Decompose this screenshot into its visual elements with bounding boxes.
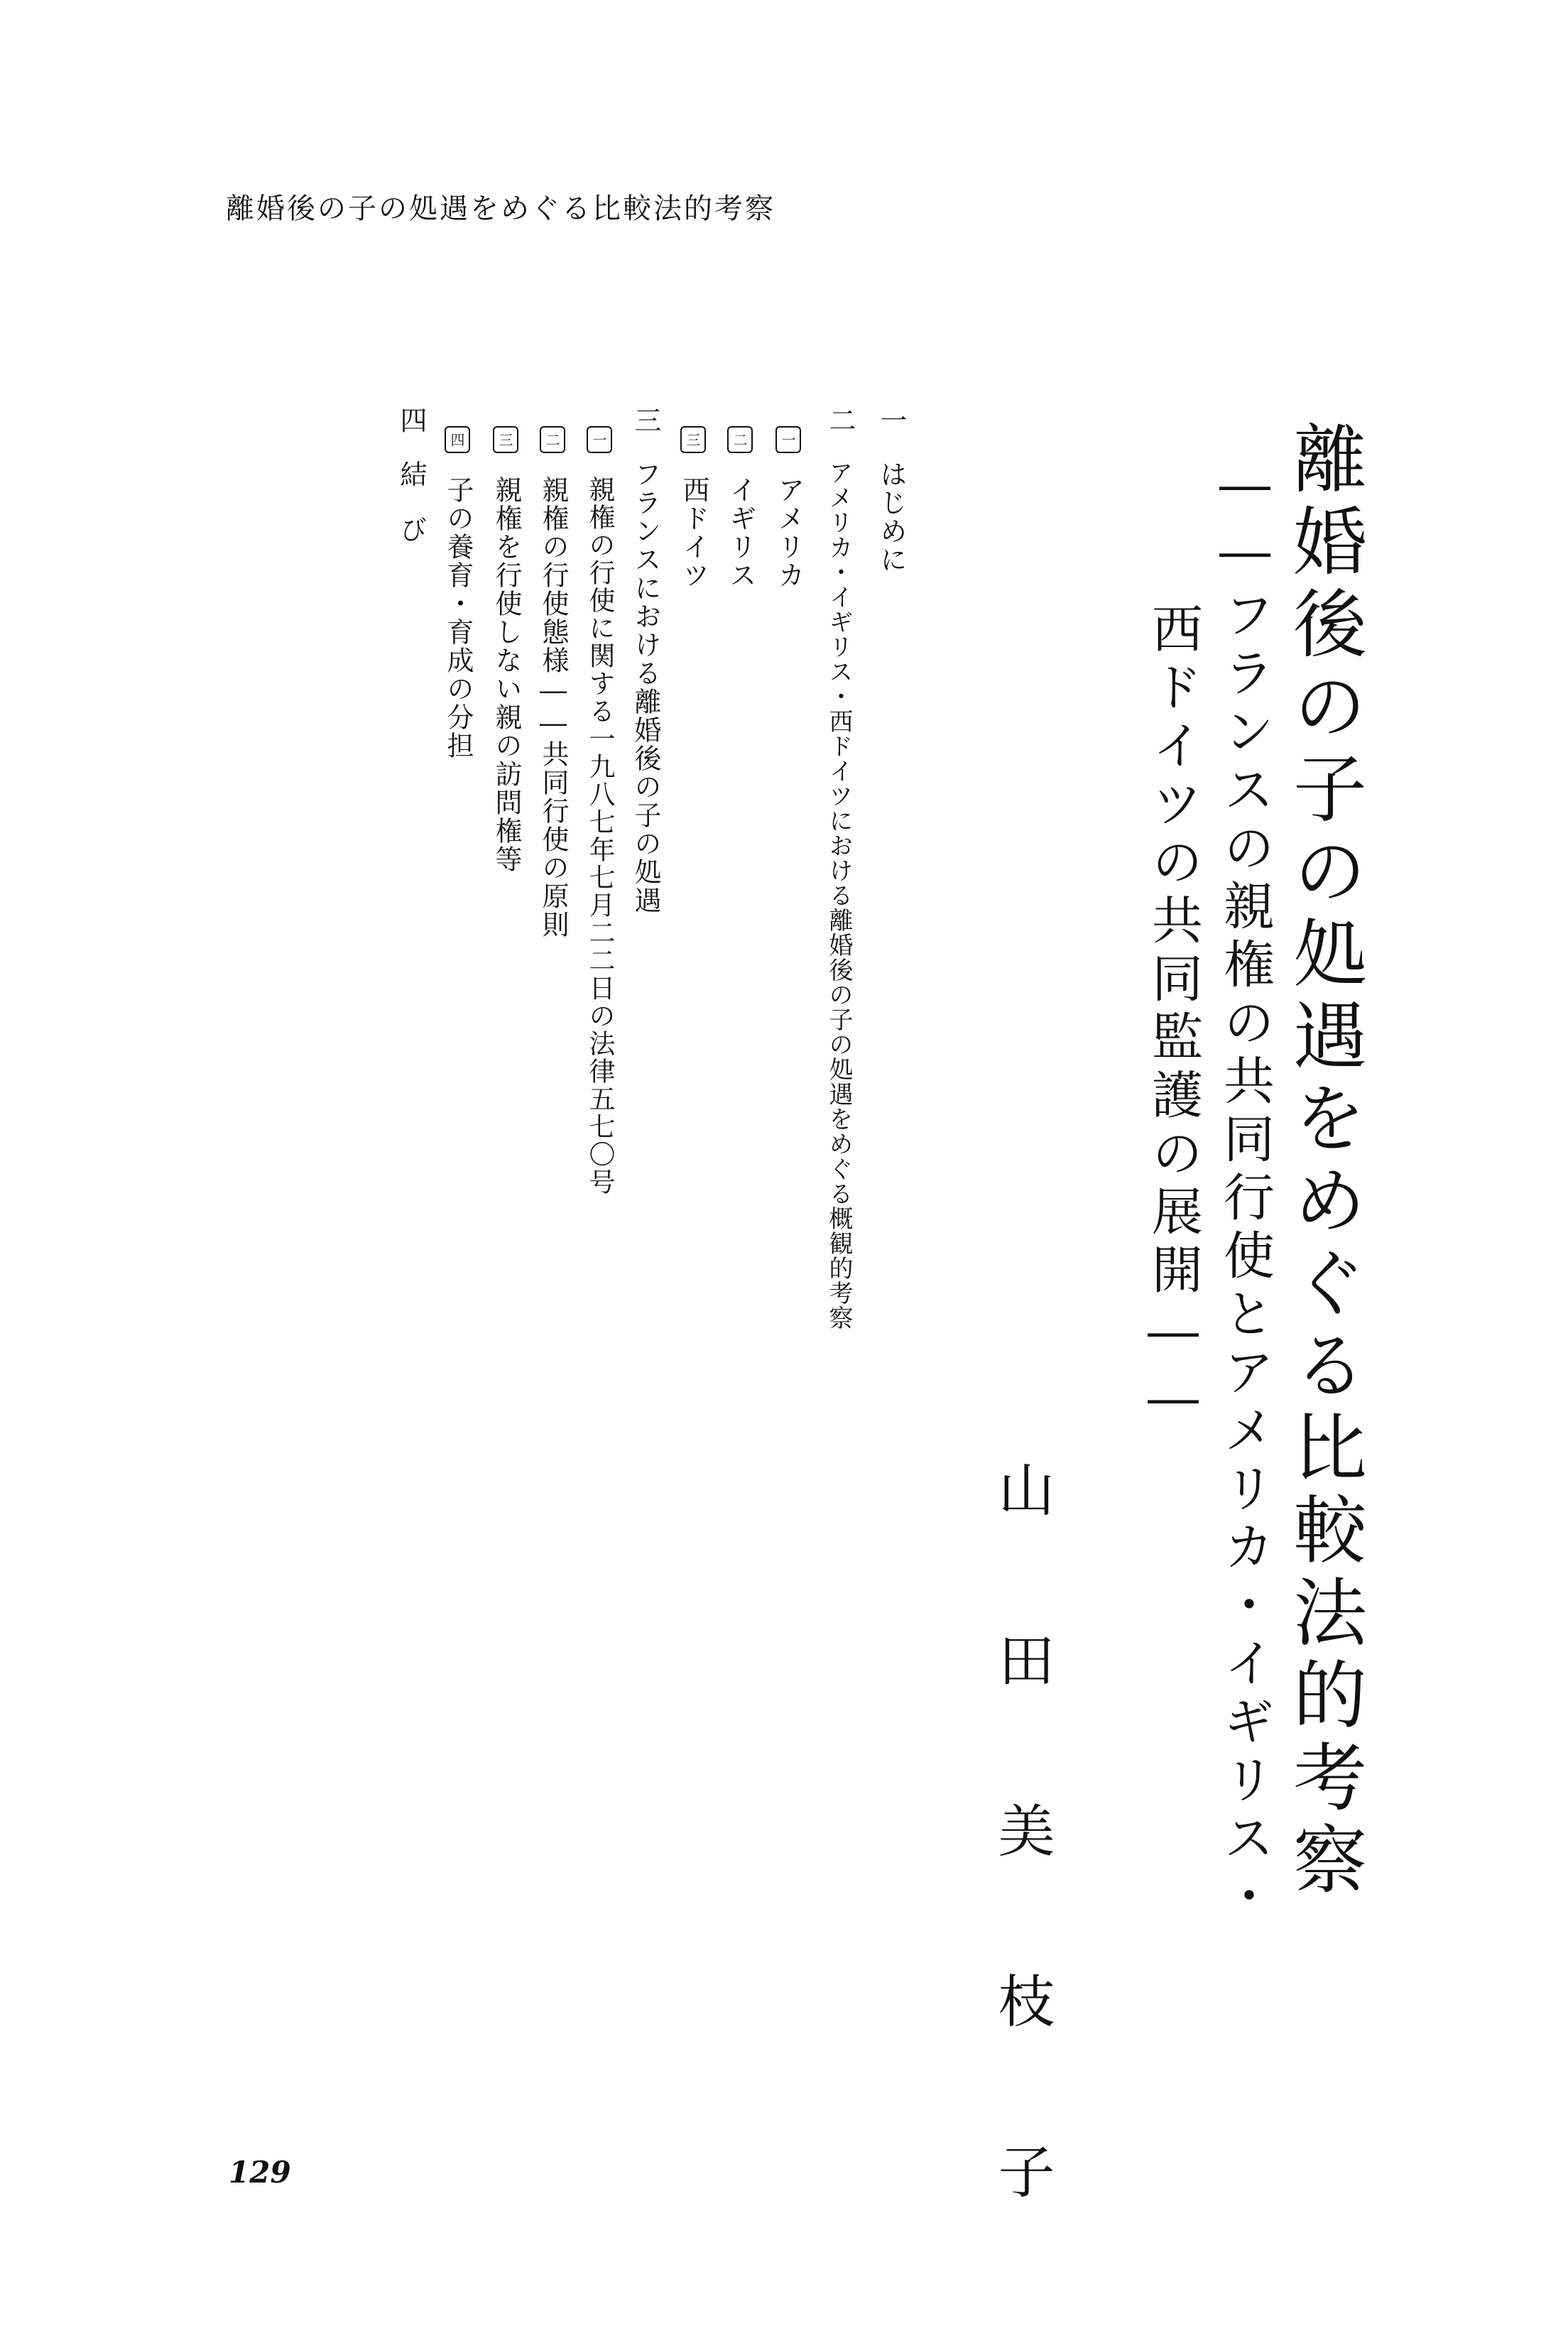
toc-number: 一 [876,406,907,433]
page-number: 129 [229,2155,291,2190]
toc-number: 一 [775,426,801,453]
toc-text: イギリス [725,476,756,589]
toc-number: 四 [445,426,470,453]
article-subtitle-line-2: 西ドイツの共同監護の展開―― [1143,602,1203,1435]
article-subtitle-line-1: ――フランスの親権の共同行使とアメリカ・イギリス・ [1215,455,1275,1928]
toc-text: 親権の行使に関する一九八七年七月二二日の法律五七〇号 [584,476,615,1196]
toc-text: 親権の行使態様――共同行使の原則 [538,476,569,939]
running-header: 離婚後の子の処遇をめぐる比較法的考察 [226,192,775,225]
toc-number: 一 [587,426,612,453]
toc-text: アメリカ・イギリス・西ドイツにおける離婚後の子の処遇をめぐる概観的考察 [824,460,853,1330]
author-name: 山田美枝子 [989,1460,1055,2313]
toc-number: 二 [824,406,856,433]
toc-number: 三 [680,426,706,453]
toc-number: 三 [630,406,661,433]
toc-text: アメリカ [773,476,805,589]
toc-number: 二 [727,426,753,453]
toc-number: 三 [493,426,518,453]
toc-text: 子の養育・育成の分担 [442,476,474,760]
toc-number: 四 [396,406,427,433]
toc-number: 二 [540,426,565,453]
toc-text: 西ドイツ [678,476,709,589]
toc-text: 親権を行使しない親の訪問権等 [491,476,522,874]
toc-text: フランスにおける離婚後の子の処遇 [630,460,661,915]
toc-text: 結び [396,460,427,571]
article-title: 離婚後の子の処遇をめぐる比較法的考察 [1280,420,1367,1903]
toc-text: はじめに [876,460,907,574]
